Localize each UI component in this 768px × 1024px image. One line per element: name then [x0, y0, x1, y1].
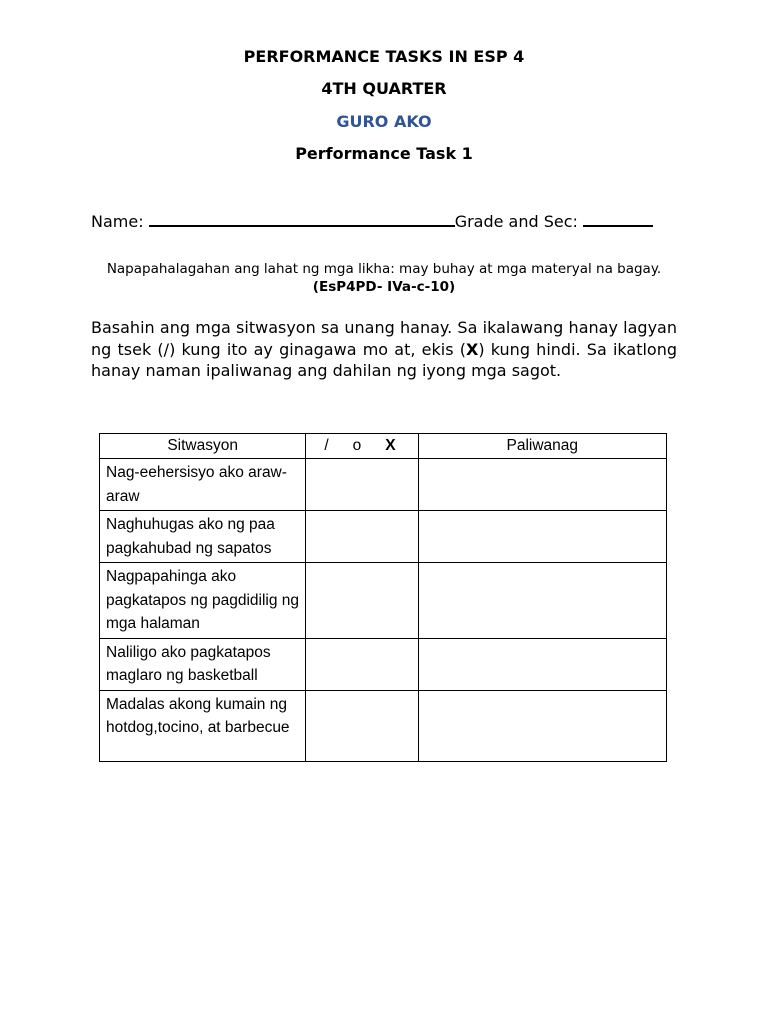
mark-cell[interactable]: [306, 511, 418, 563]
instructions-part1: Basahin ang mga sitwasyon sa unang hanay. Sa ikalawang hanay lagyan ng tsek (: [91, 318, 677, 359]
learning-competency: [96, 260, 672, 296]
situation-cell: Madalas akong kumain ng hotdog,tocino, at barbecue: [100, 690, 306, 761]
check-symbol: /: [163, 339, 170, 359]
situation-cell: Naghuhugas ako ng paa pagkahubad ng sapatos: [100, 511, 306, 563]
table-row: [100, 459, 667, 511]
mark-cell[interactable]: [306, 690, 418, 761]
situation-cell: Nagpapahinga ako pagkatapos ng pagdidilig ng mga halaman: [100, 563, 306, 639]
explanation-cell[interactable]: [418, 690, 666, 761]
mark-cell[interactable]: [306, 638, 418, 690]
header-or: o: [352, 437, 362, 454]
mark-cell[interactable]: [306, 459, 418, 511]
header-check: /: [324, 437, 329, 454]
subtitle-heading: GURO AKO: [336, 112, 432, 131]
header-x: X: [385, 437, 396, 454]
explanation-cell[interactable]: [418, 459, 666, 511]
table-row: [100, 511, 667, 563]
grade-blank[interactable]: [583, 210, 653, 227]
header-explanation: Paliwanag: [418, 434, 666, 459]
instructions-part3: ) kung hindi. Sa ikatlong hanay naman ipaliwanag ang dahilan ng iyong mga sagot.: [91, 339, 677, 380]
x-symbol: X: [465, 339, 479, 359]
situations-table: [99, 433, 667, 762]
competency-text: Napapahalagahan ang lahat ng mga likha: may buhay at mga materyal na bagay.: [106, 261, 662, 277]
document-title: PERFORMANCE TASKS IN ESP 4: [243, 47, 525, 66]
header-situation: Sitwasyon: [100, 434, 306, 459]
competency-code: (EsP4PD- IVa-c-10): [312, 279, 456, 295]
task-heading: Performance Task 1: [295, 144, 473, 163]
explanation-cell[interactable]: [418, 563, 666, 639]
mark-cell[interactable]: [306, 563, 418, 639]
situation-cell: Naliligo ako pagkatapos maglaro ng basketball: [100, 638, 306, 690]
situation-cell: Nag-eehersisyo ako araw-araw: [100, 459, 306, 511]
name-grade-line: [91, 210, 691, 232]
grade-label: Grade and Sec:: [454, 212, 578, 231]
name-label: Name:: [91, 212, 144, 231]
quarter-heading: 4TH QUARTER: [321, 79, 447, 98]
table-row: [100, 563, 667, 639]
explanation-cell[interactable]: [418, 511, 666, 563]
table-header-row: [100, 434, 667, 459]
header-check-or-x: [306, 434, 418, 459]
name-blank[interactable]: [149, 210, 455, 227]
table-row: [100, 638, 667, 690]
instructions-paragraph: [91, 317, 677, 382]
table-row: [100, 690, 667, 761]
explanation-cell[interactable]: [418, 638, 666, 690]
instructions-part2: ) kung ito ay ginagawa mo at, ekis (: [169, 339, 466, 359]
